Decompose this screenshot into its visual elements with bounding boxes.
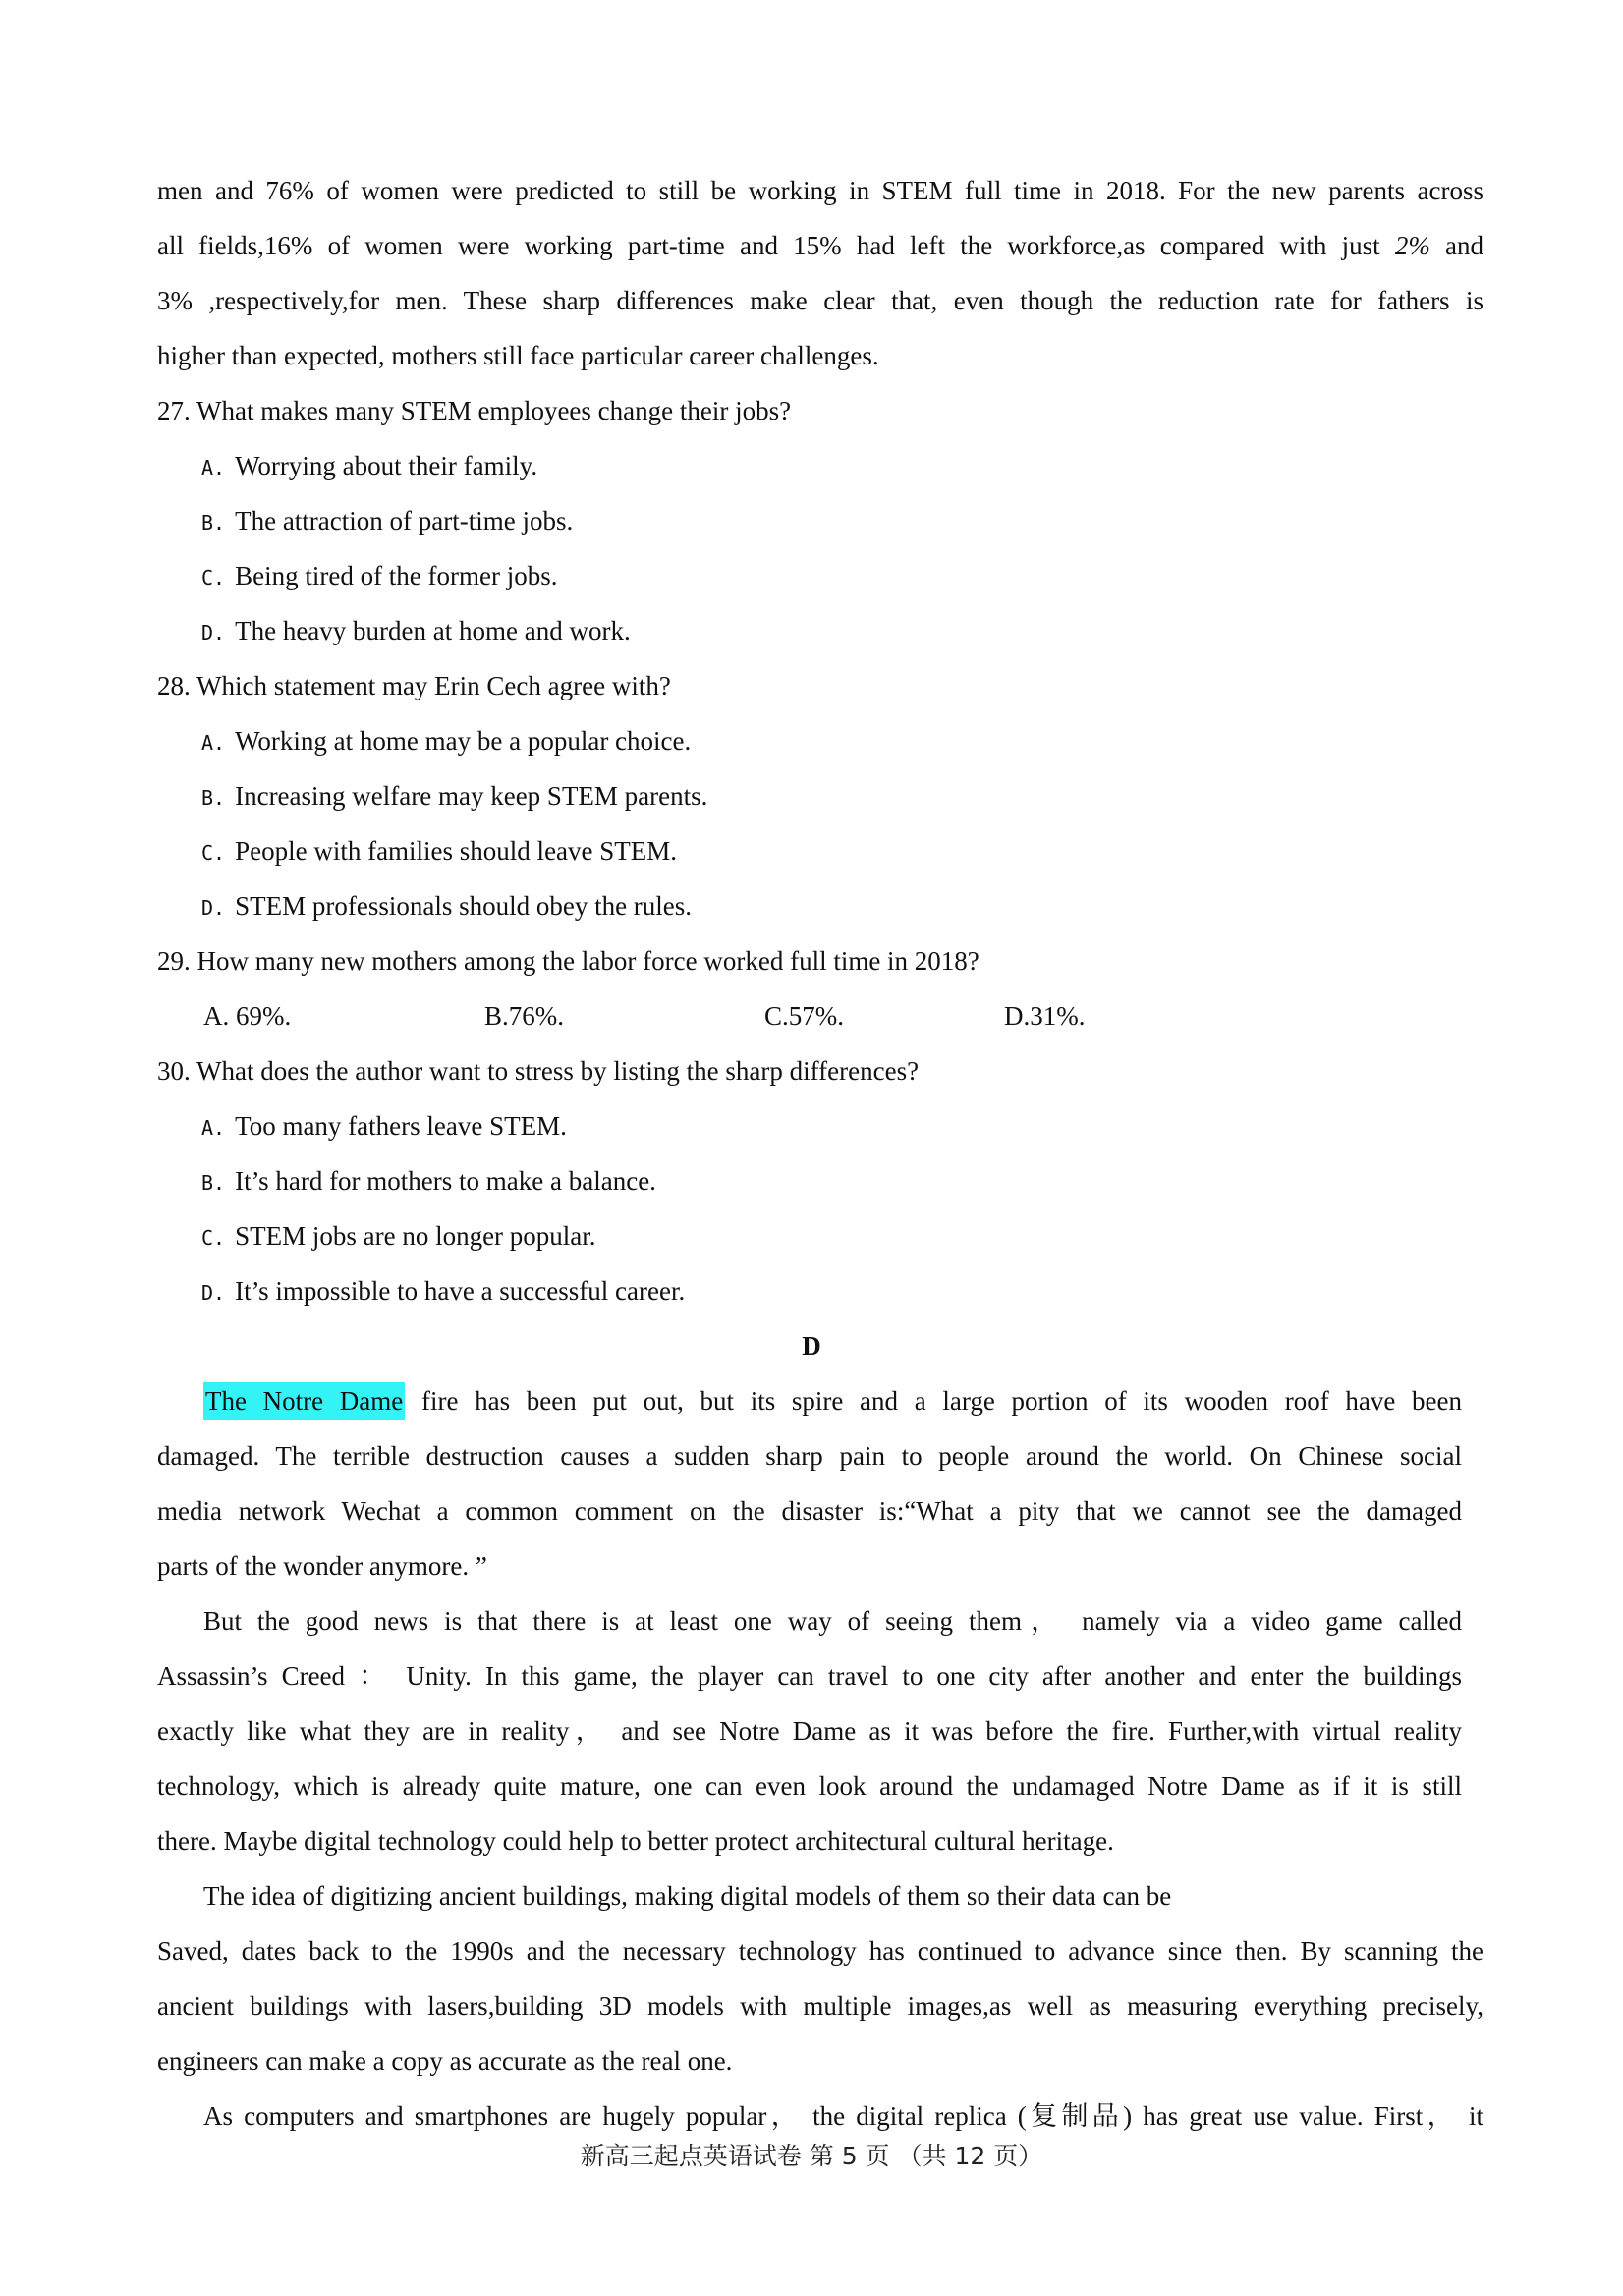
- question-27-option-c: [201, 556, 1528, 595]
- question-28-option-b: [201, 776, 1528, 815]
- option-text: STEM professionals should obey the rules.: [235, 891, 693, 921]
- passage-line: parts of the wonder anymore. ”: [157, 1551, 487, 1581]
- passage-line: As computers and smartphones are hugely popular， the digital replica (复制品) has great use value. First， it: [203, 2101, 1483, 2131]
- passage-line: higher than expected, mothers still face particular career challenges.: [157, 341, 879, 370]
- option-text: Worrying about their family.: [235, 451, 538, 480]
- question-28-stem: 28. Which statement may Erin Cech agree with?: [157, 671, 671, 700]
- option-text: Being tired of the former jobs.: [235, 561, 558, 590]
- passage-line: The idea of digitizing ancient buildings, making digital models of them so their data can be: [203, 1881, 1172, 1911]
- text-run: all fields,16% of women were working part-time and 15% had left the workforce,as compared with just: [157, 231, 1395, 260]
- question-30-option-c: [201, 1216, 1528, 1256]
- passage-line: ancient buildings with lasers,building 3D models with multiple images,as well as measuring everything precisely,: [157, 1991, 1483, 2021]
- text-run: fire has been put out, but its spire and a large portion of its wooden roof have been: [405, 1386, 1462, 1416]
- option-letter: B.: [201, 786, 226, 810]
- passage-line: exactly like what they are in reality， and see Notre Dame as it was before the fire. Further,with virtual reality: [157, 1716, 1462, 1746]
- question-29-choice-c: C.57%.: [764, 1001, 844, 1031]
- option-text: Working at home may be a popular choice.: [235, 726, 692, 756]
- passage-line: [157, 1381, 1462, 1421]
- question-28-option-c: [201, 831, 1528, 870]
- passage-line: Saved, dates back to the 1990s and the necessary technology has continued to advance since then. By scanning the: [157, 1936, 1483, 1966]
- passage-line: technology, which is already quite mature, one can even look around the undamaged Notre Dame as if it is still: [157, 1771, 1462, 1801]
- option-text: Too many fathers leave STEM.: [235, 1111, 567, 1141]
- passage-line: 3% ,respectively,for men. These sharp differences make clear that, even though the reduction rate for fathers is: [157, 286, 1483, 315]
- option-text: It’s hard for mothers to make a balance.: [235, 1166, 656, 1196]
- option-letter: B.: [201, 1171, 226, 1195]
- question-27-stem: 27. What makes many STEM employees change their jobs?: [157, 396, 792, 425]
- italic-text: 2%: [1394, 231, 1430, 260]
- option-text: The heavy burden at home and work.: [235, 616, 631, 645]
- question-27-option-a: [201, 446, 1528, 485]
- option-text: The attraction of part-time jobs.: [235, 506, 574, 535]
- question-28-option-d: [201, 886, 1528, 925]
- passage-line: men and 76% of women were predicted to still be working in STEM full time in 2018. For the new parents across: [157, 176, 1483, 205]
- option-letter: A.: [201, 456, 226, 479]
- option-letter: C.: [201, 566, 226, 589]
- question-30-option-b: [201, 1161, 1528, 1201]
- passage-line: engineers can make a copy as accurate as the real one.: [157, 2046, 733, 2076]
- page-footer: 新高三起点英语试卷 第 5 页 （共 12 页）: [580, 2142, 1043, 2170]
- question-27-option-b: [201, 501, 1528, 540]
- highlighted-text[interactable]: The Notre Dame: [203, 1382, 405, 1420]
- question-29-stem: 29. How many new mothers among the labor force worked full time in 2018?: [157, 946, 979, 976]
- option-letter: D.: [201, 1281, 226, 1305]
- question-28-option-a: [201, 721, 1528, 760]
- passage-line: Assassin’s Creed ： Unity. In this game, the player can travel to one city after another and enter the buildings: [157, 1661, 1462, 1691]
- question-27-option-d: [201, 611, 1528, 650]
- question-30-stem: 30. What does the author want to stress by listing the sharp differences?: [157, 1056, 920, 1086]
- question-29-choice-b: B.76%.: [484, 1001, 564, 1031]
- option-letter: B.: [201, 511, 226, 534]
- question-29-choices: [0, 996, 1623, 1036]
- option-text: It’s impossible to have a successful career.: [235, 1276, 686, 1306]
- option-letter: A.: [201, 731, 226, 755]
- option-letter: C.: [201, 841, 226, 865]
- passage-line: [157, 226, 1483, 265]
- question-30-option-a: [201, 1106, 1528, 1146]
- option-letter: D.: [201, 896, 226, 920]
- question-29-choice-a: A. 69%.: [203, 1001, 292, 1031]
- option-letter: C.: [201, 1226, 226, 1250]
- passage-line: media network Wechat a common comment on the disaster is:“What a pity that we cannot see the damaged: [157, 1496, 1462, 1526]
- passage-line: damaged. The terrible destruction causes a sudden sharp pain to people around the world. On Chinese social: [157, 1441, 1462, 1471]
- question-29-choice-d: D.31%.: [1004, 1001, 1086, 1031]
- option-text: STEM jobs are no longer popular.: [235, 1221, 596, 1251]
- option-text: Increasing welfare may keep STEM parents.: [235, 781, 708, 811]
- option-letter: A.: [201, 1116, 226, 1140]
- text-run: and: [1429, 231, 1484, 260]
- passage-line: But the good news is that there is at least one way of seeing them， namely via a video game called: [203, 1606, 1462, 1636]
- passage-line: there. Maybe digital technology could help to better protect architectural cultural heritage.: [157, 1826, 1114, 1856]
- option-text: People with families should leave STEM.: [235, 836, 678, 866]
- option-letter: D.: [201, 621, 226, 644]
- question-30-option-d: [201, 1271, 1528, 1311]
- section-heading: D: [802, 1331, 821, 1361]
